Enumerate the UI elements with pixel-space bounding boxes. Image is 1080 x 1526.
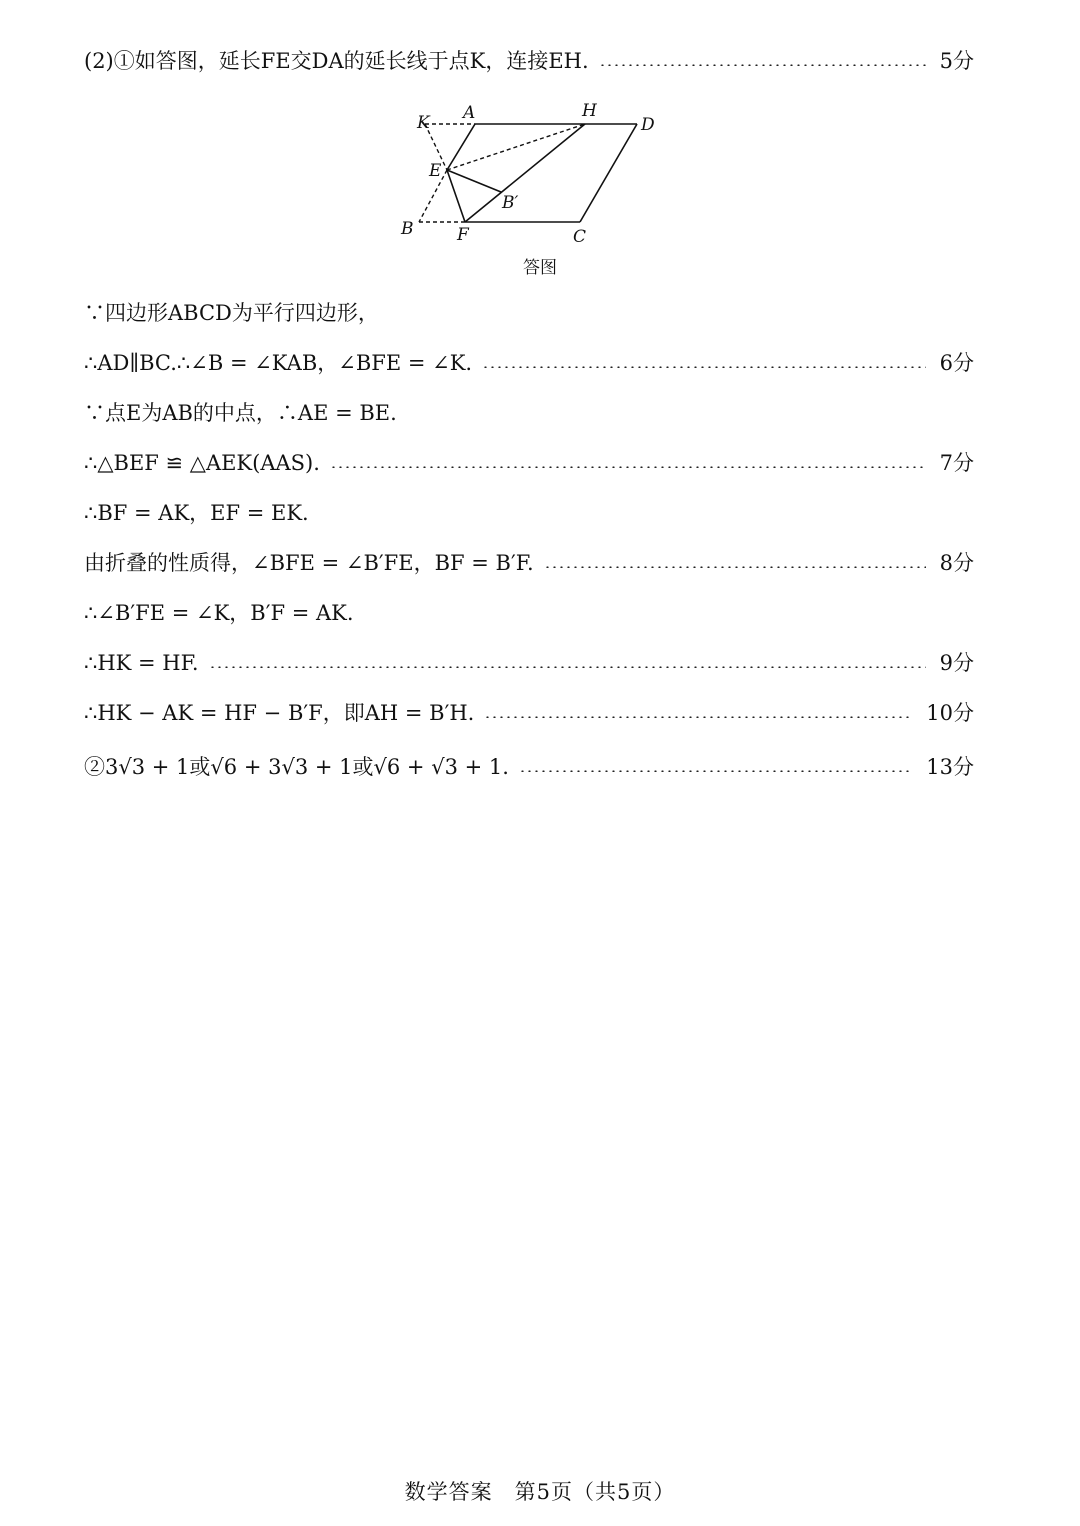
solution-line [84, 696, 974, 730]
solution-line [84, 546, 974, 580]
solution-line [84, 596, 974, 630]
line-text: ∴∠B′FE = ∠K，B′F = AK. [84, 601, 354, 625]
line-text: ∴BF = AK，EF = EK. [84, 501, 309, 525]
line-score: 7分 [939, 451, 974, 475]
line-score: 6分 [939, 351, 974, 375]
line-text: 由折叠的性质得，∠BFE = ∠B′FE，BF = B′F. [84, 551, 534, 575]
label-F: F [457, 225, 469, 245]
label-C: C [573, 227, 587, 247]
geometry-figure [395, 98, 675, 248]
page-footer: 数学答案 第5页（共5页） [404, 1480, 676, 1504]
solution-line [84, 750, 974, 784]
line-text: (2)①如答图，延长FE交DA的延长线于点K，连接EH. [84, 49, 589, 73]
solution-line [84, 296, 974, 330]
label-A: A [463, 103, 476, 123]
segment-EF [447, 170, 465, 222]
line-score: 5分 [939, 49, 974, 73]
line-score: 9分 [939, 651, 974, 675]
dot-leader [544, 566, 926, 568]
label-E: E [429, 161, 442, 181]
label-B-prime: B′ [502, 193, 519, 213]
dot-leader [482, 366, 926, 368]
label-B: B [401, 219, 414, 239]
solution-line [84, 646, 974, 680]
solution-line [84, 446, 974, 480]
line-text: ∴HK − AK = HF − B′F，即AH = B′H. [84, 701, 475, 725]
dot-leader [330, 466, 926, 468]
segment-FH [465, 124, 585, 222]
line-text: ∴△BEF ≌ △AEK(AAS). [84, 451, 320, 475]
line-text: ∴HK = HF. [84, 651, 199, 675]
solution-line [84, 44, 974, 78]
line-score: 10分 [926, 701, 974, 725]
label-K: K [417, 113, 430, 133]
segment-EH [447, 124, 585, 170]
line-text: ∵点E为AB的中点，∴AE = BE. [84, 401, 397, 425]
dot-leader [519, 770, 912, 772]
figure-caption: 答图 [523, 258, 557, 278]
solution-line [84, 396, 974, 430]
label-H: H [582, 101, 597, 121]
line-text: ∴AD∥BC.∴∠B = ∠KAB，∠BFE = ∠K. [84, 351, 473, 375]
solution-line [84, 346, 974, 380]
segment-DC [580, 124, 637, 222]
dot-leader [599, 64, 926, 66]
line-text: ∵四边形ABCD为平行四边形， [84, 301, 379, 325]
line-score: 13分 [926, 755, 974, 779]
dot-leader [484, 716, 912, 718]
dot-leader [209, 666, 926, 668]
line-text: ②3√3 + 1或√6 + 3√3 + 1或√6 + √3 + 1. [84, 755, 509, 779]
segment-EB-prime [447, 170, 501, 192]
solution-line [84, 496, 974, 530]
label-D: D [641, 115, 655, 135]
line-score: 8分 [939, 551, 974, 575]
segment-AE [447, 124, 475, 170]
